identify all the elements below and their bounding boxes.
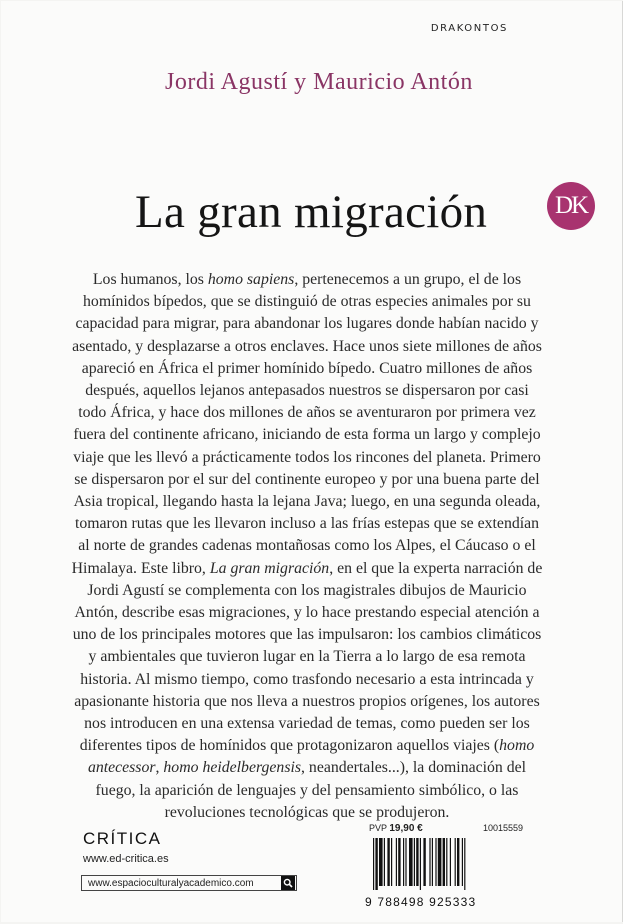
logo-text: DK — [554, 192, 588, 219]
price-label: PVP — [369, 823, 387, 833]
blurb-italic: La gran migración — [209, 559, 330, 577]
barcode-bar — [420, 838, 421, 890]
barcode-bar — [396, 838, 397, 886]
barcode-bar — [403, 838, 404, 886]
barcode-bar — [405, 838, 406, 886]
barcode-bar — [443, 838, 445, 886]
drakontos-logo — [547, 182, 595, 230]
price — [369, 823, 423, 834]
publisher-url[interactable]: www.ed-critica.es — [83, 853, 169, 865]
barcode-bar — [462, 838, 463, 886]
book-back-cover — [1, 1, 623, 922]
price-value: 19,90 € — [389, 823, 423, 834]
barcode-bar — [414, 838, 415, 886]
barcode-bar — [409, 838, 413, 886]
shop-url-box[interactable] — [81, 875, 297, 891]
barcode-bar — [438, 838, 442, 886]
barcode-bar — [416, 838, 418, 886]
barcode-bar — [457, 838, 459, 886]
blurb-part: , neandertales...), la dominación del fuego, la aparición de lenguajes y del pensamiento simbólico, o las revoluciones tecnológicas que se produjeron. — [95, 759, 527, 821]
price-row — [365, 823, 525, 834]
blurb-part: , — [155, 759, 164, 777]
blurb-part: , en el que la experta narración de Jordi Agustí se complementa con los magistrales dibujos de Mauricio Antón, describe esas migraciones, y lo hace prestando especial atención a uno de los principales motores que las impulsaron: los cambios climáticos y ambientales que tuvieron lugar en la Tierra a lo largo de esa remota historia. Al mismo tiempo, como trasfondo necesario a esta intrincada y apasionante historia que nos lleva a nuestros propios orígenes, los autores nos introducen en una extensa variedad de temas, como pueden ser los diferentes tipos de homínidos que protagonizaron aquellos viajes ( — [72, 559, 543, 755]
barcode-bar — [435, 838, 436, 886]
isbn-number: 9 788498 925333 — [365, 895, 477, 909]
barcode-bar — [391, 838, 392, 886]
barcode-bar — [384, 838, 385, 886]
barcode-bar — [446, 838, 447, 886]
barcode-bar — [373, 838, 374, 890]
barcode-bar — [375, 838, 377, 890]
shop-url[interactable]: www.espacioculturalyacademico.com — [88, 877, 254, 889]
barcode — [371, 838, 523, 890]
barcode-area — [365, 823, 525, 909]
blurb-italic: homo sapiens — [207, 271, 295, 288]
product-code: 10015559 — [482, 823, 523, 833]
series-name: DRAKONTOS — [430, 23, 508, 34]
blurb-part: Los humanos, los — [92, 271, 208, 288]
barcode-bar — [398, 838, 400, 886]
authors: Jordi Agustí y Mauricio Antón — [165, 69, 473, 95]
barcode-bar — [464, 838, 465, 890]
publisher-name: CRÍTICA — [83, 829, 162, 848]
barcode-bar — [423, 838, 425, 886]
barcode-bar — [387, 838, 389, 886]
barcode-bar — [429, 838, 430, 886]
barcode-bar — [432, 838, 433, 886]
blurb-italic: homo heidelbergensis — [163, 759, 302, 777]
book-title: La gran migración — [135, 186, 488, 238]
barcode-bar — [379, 838, 383, 886]
blurb-text — [71, 269, 543, 824]
barcode-bar — [455, 838, 456, 886]
blurb-italic: homo antecessor — [87, 737, 535, 777]
search-icon — [281, 876, 295, 890]
barcode-bar — [450, 838, 451, 886]
blurb-part: , pertenecemos a un grupo, el de los homínidos bípedos, que se distinguió de otras especies animales por su capacidad para migrar, para abandonar los lugares donde habían nacido y asentado, y desplazarse a otros enclaves. Hace unos siete millones de años apareció en África el primer homínido bípedo. Cuatro millones de años después, aquellos lejanos antepasados nuestros se dispersaron por casi todo África, y hace dos millones de años se aventuraron por primera vez fuera del continente africano, iniciando de esta forma un largo y complejo viaje que les llevó a prácticamente todos los rincones del planeta. Primero se dispersaron por el sur del continente europeo y por una buena parte del Asia tropical, llegando hasta la lejana Java; luego, en una segunda oleada, tomaron rutas que les llevaron incluso a las frías estepas que se extendían al norte de grandes cadenas montañosas como los Alpes, el Cáucaso o el Himalaya. Este libro, — [71, 271, 542, 577]
